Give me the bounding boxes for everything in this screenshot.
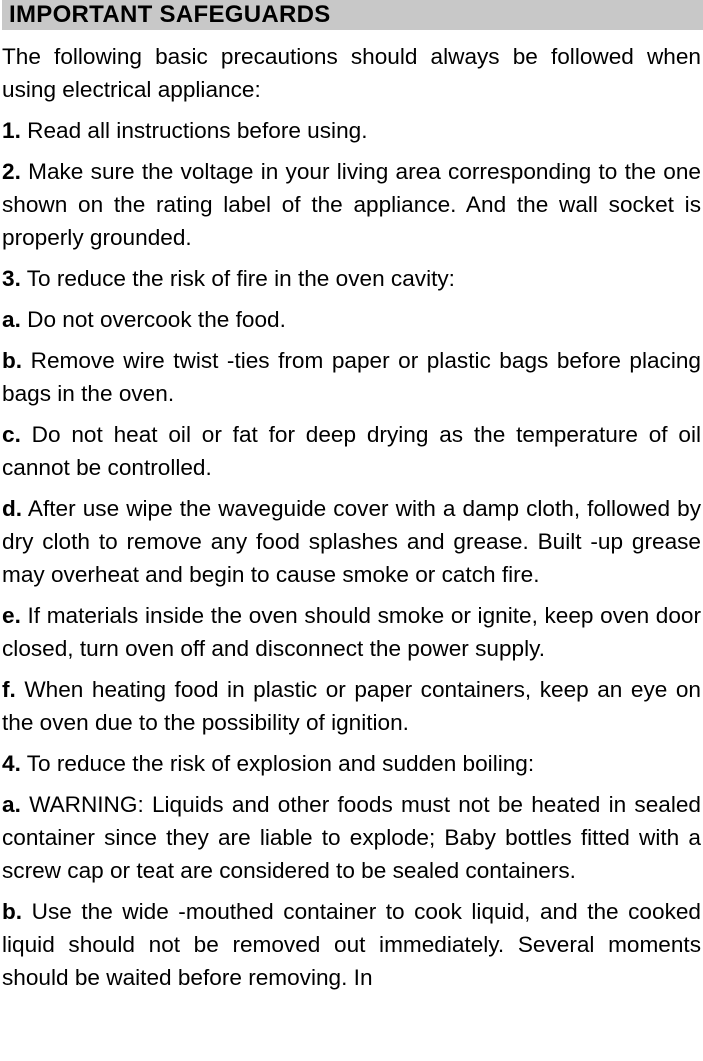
item-paragraph [2, 599, 701, 665]
item-paragraph [2, 895, 701, 994]
item-marker: e. [2, 603, 21, 628]
item-text: To reduce the risk of fire in the oven cavity: [26, 266, 455, 291]
item-text: When heating food in plastic or paper containers, keep an eye on the oven due to the possibility of ignition. [2, 677, 701, 735]
item-text: Remove wire twist -ties from paper or plastic bags before placing bags in the oven. [2, 348, 701, 406]
item-text: To reduce the risk of explosion and sudden boiling: [26, 751, 535, 776]
item-marker: c. [2, 422, 21, 447]
item-text: WARNING: Liquids and other foods must not be heated in sealed container since they are liable to explode; Baby bottles fitted with a screw cap or teat are considered to be sealed containers. [2, 792, 701, 883]
item-text: Make sure the voltage in your living area corresponding to the one shown on the rating label of the appliance. And the wall socket is properly grounded. [2, 159, 701, 250]
item-text: Use the wide -mouthed container to cook liquid, and the cooked liquid should not be removed out immediately. Several moments should be waited before removing. In [2, 899, 701, 990]
item-paragraph [2, 155, 701, 254]
item-text: If materials inside the oven should smoke or ignite, keep oven door closed, turn oven off and disconnect the power supply. [2, 603, 702, 661]
item-text: Do not heat oil or fat for deep drying as the temperature of oil cannot be controlled. [2, 422, 701, 480]
item-text: Read all instructions before using. [27, 118, 368, 143]
item-marker: 4. [2, 751, 21, 776]
item-marker: 2. [2, 159, 21, 184]
intro-paragraph: The following basic precautions should always be followed when using electrical appliance: [2, 44, 701, 102]
item-text: After use wipe the waveguide cover with a damp cloth, followed by dry cloth to remove any food splashes and grease. Built -up grease may overheat and begin to cause smoke or catch fire. [2, 496, 701, 587]
section-title: IMPORTANT SAFEGUARDS [9, 1, 331, 28]
item-paragraph [2, 114, 701, 147]
item-paragraph [2, 418, 701, 484]
item-marker: b. [2, 348, 23, 373]
item-marker: a. [2, 792, 21, 817]
item-paragraph [2, 262, 701, 295]
item-marker: b. [2, 899, 23, 924]
item-paragraph [2, 747, 701, 780]
item-marker: d. [2, 496, 23, 521]
item-paragraph [2, 673, 701, 739]
item-marker: 3. [2, 266, 21, 291]
item-paragraph [2, 788, 701, 887]
item-marker: 1. [2, 118, 21, 143]
document-body [0, 40, 703, 994]
item-text: Do not overcook the food. [27, 307, 286, 332]
item-paragraph [2, 492, 701, 591]
section-header [2, 0, 703, 30]
item-marker: a. [2, 307, 21, 332]
item-paragraph [2, 303, 701, 336]
item-paragraph [2, 344, 701, 410]
item-marker: f. [2, 677, 16, 702]
